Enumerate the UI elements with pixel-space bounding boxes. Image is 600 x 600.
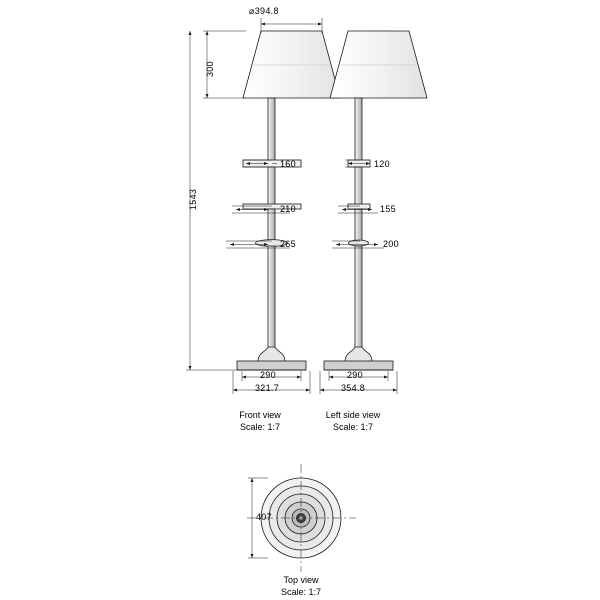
dim-shade-diameter: ⌀394.8: [249, 6, 279, 16]
top-view-scale: Scale: 1:7: [280, 587, 322, 597]
caption-side-view: [293, 409, 413, 433]
dim-front-base-width: 290: [260, 370, 276, 380]
caption-top-view: [241, 574, 361, 598]
front-view-scale: Scale: 1:7: [239, 422, 281, 432]
side-view-scale: Scale: 1:7: [332, 422, 374, 432]
dim-front-upper: 160: [280, 159, 296, 169]
front-view-name: Front view: [239, 410, 281, 420]
dim-front-lower: 265: [280, 239, 296, 249]
dim-side-upper: 120: [374, 159, 390, 169]
top-view-name: Top view: [283, 575, 319, 585]
side-view-name: Left side view: [325, 410, 381, 420]
dim-shade-height: 300: [205, 61, 215, 77]
dim-side-base-width: 290: [347, 370, 363, 380]
dim-total-height: 1543: [188, 188, 198, 210]
dimension-lines: [186, 18, 397, 558]
dim-side-middle: 155: [380, 204, 396, 214]
front-view-geometry: [237, 31, 340, 370]
dim-side-lower: 200: [383, 239, 399, 249]
dim-front-base-total: 321.7: [255, 383, 280, 393]
dim-top-diameter: 407: [256, 512, 272, 522]
dim-front-middle: 210: [280, 204, 296, 214]
side-view-geometry: [324, 31, 427, 370]
dim-side-base-total: 354.8: [341, 383, 366, 393]
